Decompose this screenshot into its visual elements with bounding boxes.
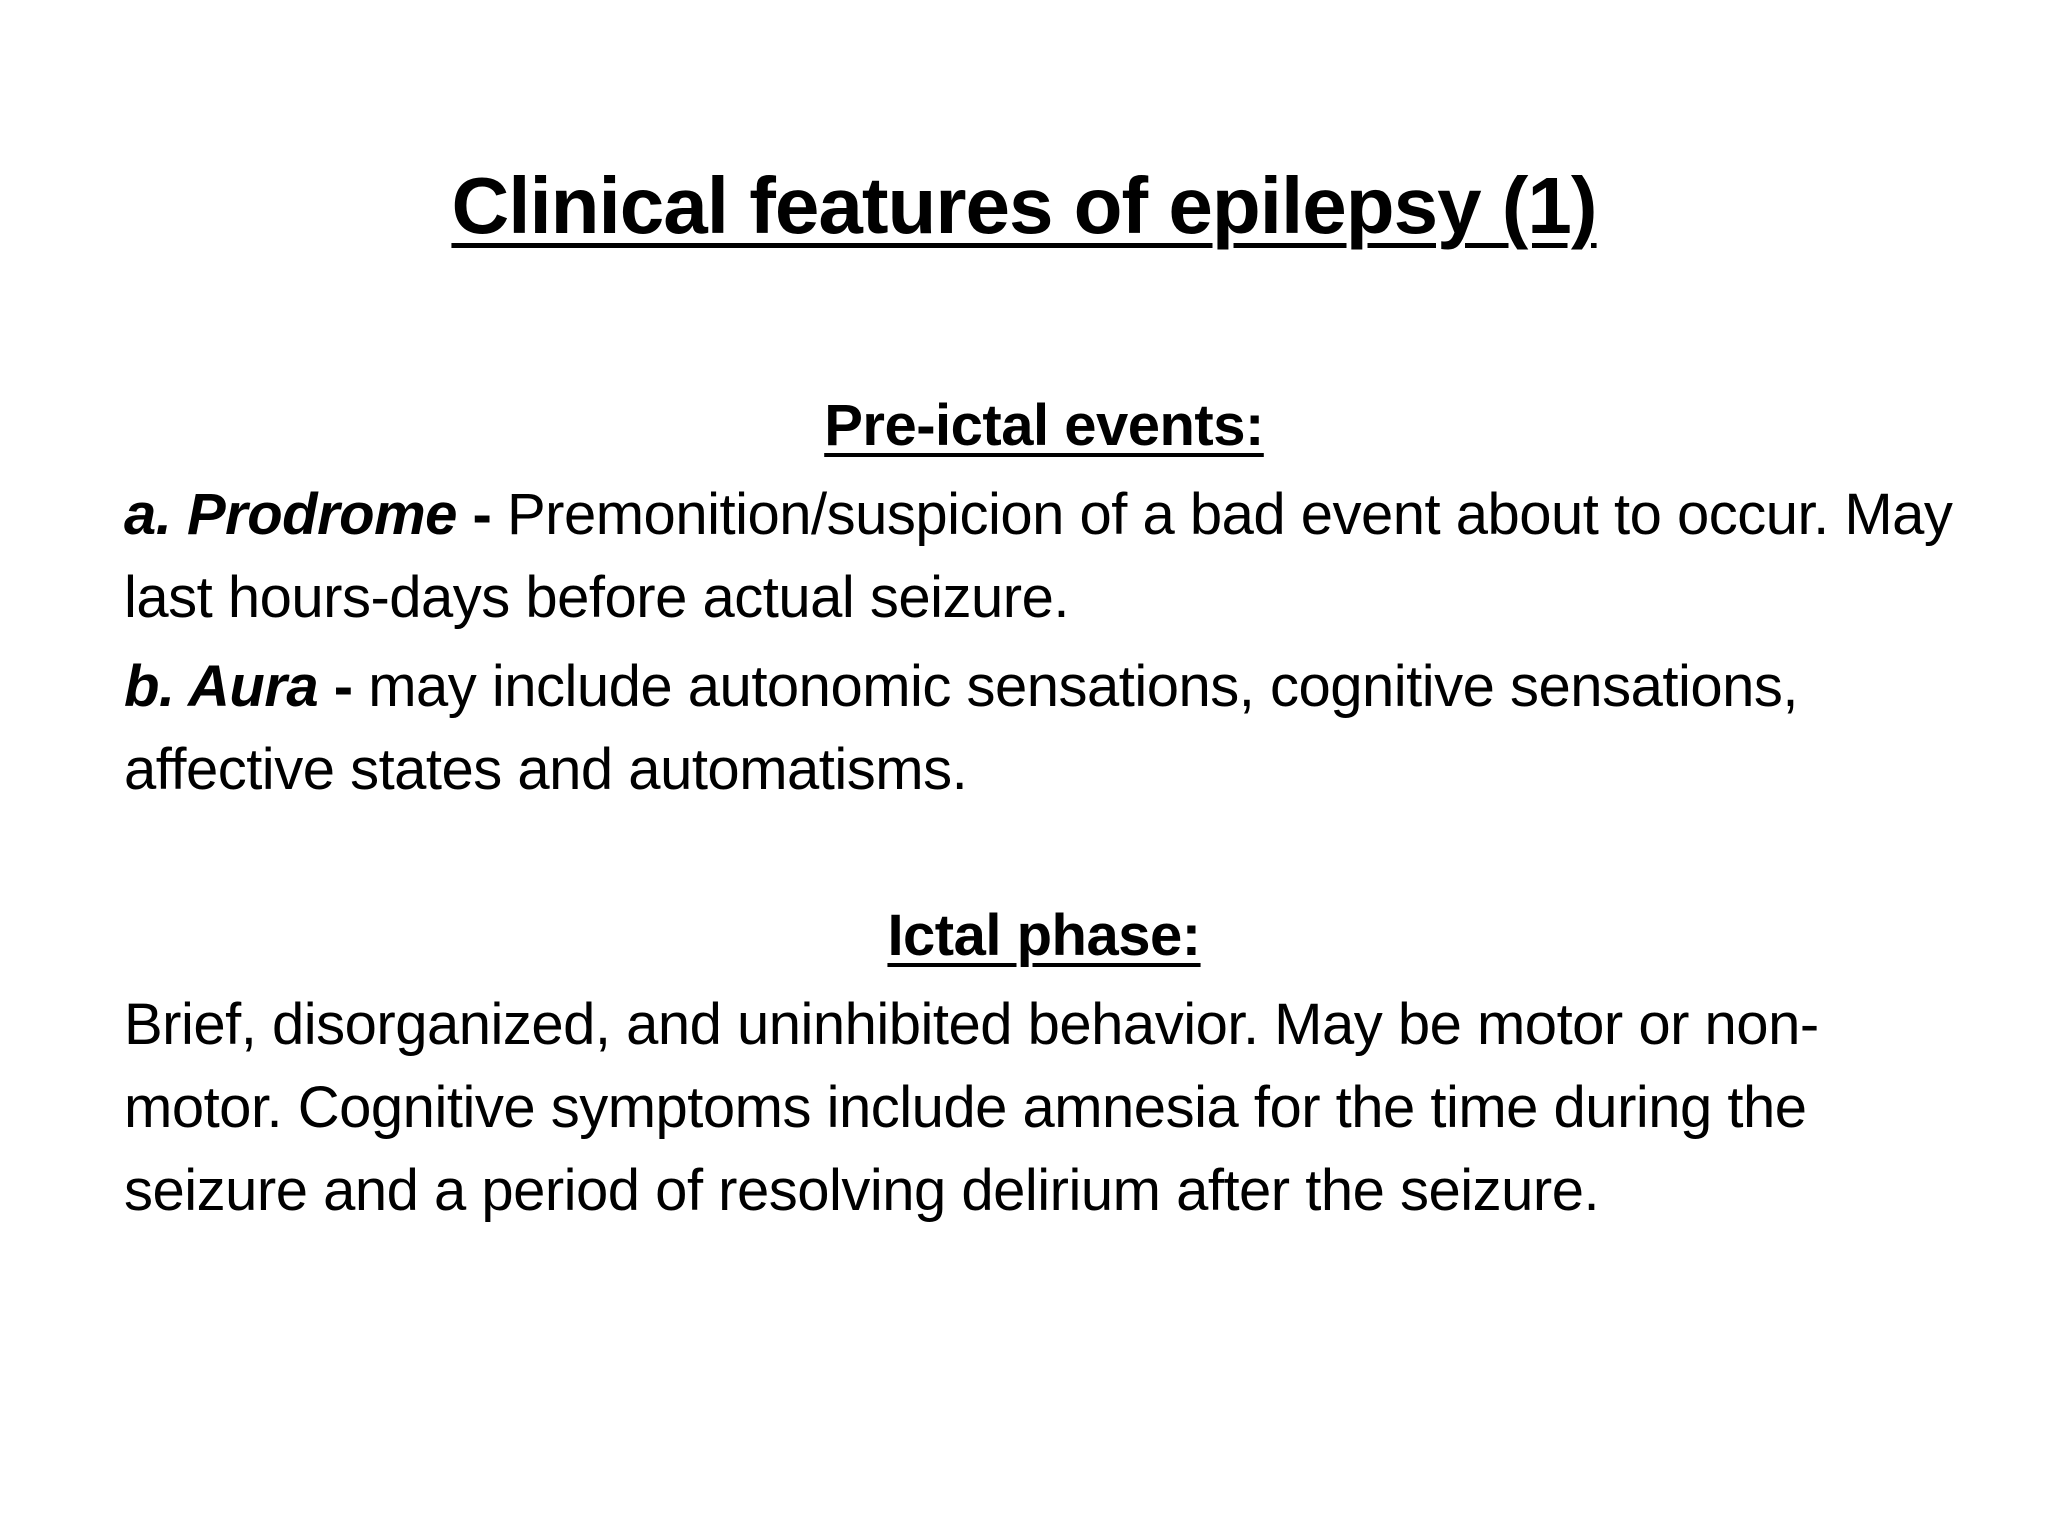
section-spacer	[124, 811, 1964, 894]
aura-separator: -	[318, 654, 369, 719]
ictal-text: Brief, disorganized, and uninhibited behavior. May be motor or non-motor. Cognitive symptoms include amnesia for the time during the seizure and a period of resolving delirium after the seizure.	[124, 992, 1819, 1223]
prodrome-text: Premonition/suspicion of a bad event about to occur. May last hours-days before actual seizure.	[124, 482, 1953, 630]
aura-text: may include autonomic sensations, cognitive sensations, affective states and automatisms.	[124, 654, 1798, 802]
slide-body	[124, 384, 1964, 1232]
slide-title: Clinical features of epilepsy (1)	[451, 161, 1597, 250]
ictal-heading: Ictal phase:	[887, 903, 1201, 968]
prodrome-term: a. Prodrome	[124, 482, 457, 547]
aura-item	[124, 645, 1964, 811]
prodrome-item	[124, 473, 1964, 639]
pre-ictal-heading: Pre-ictal events:	[824, 393, 1264, 458]
aura-term: b. Aura	[124, 654, 319, 719]
prodrome-separator: -	[456, 482, 507, 547]
